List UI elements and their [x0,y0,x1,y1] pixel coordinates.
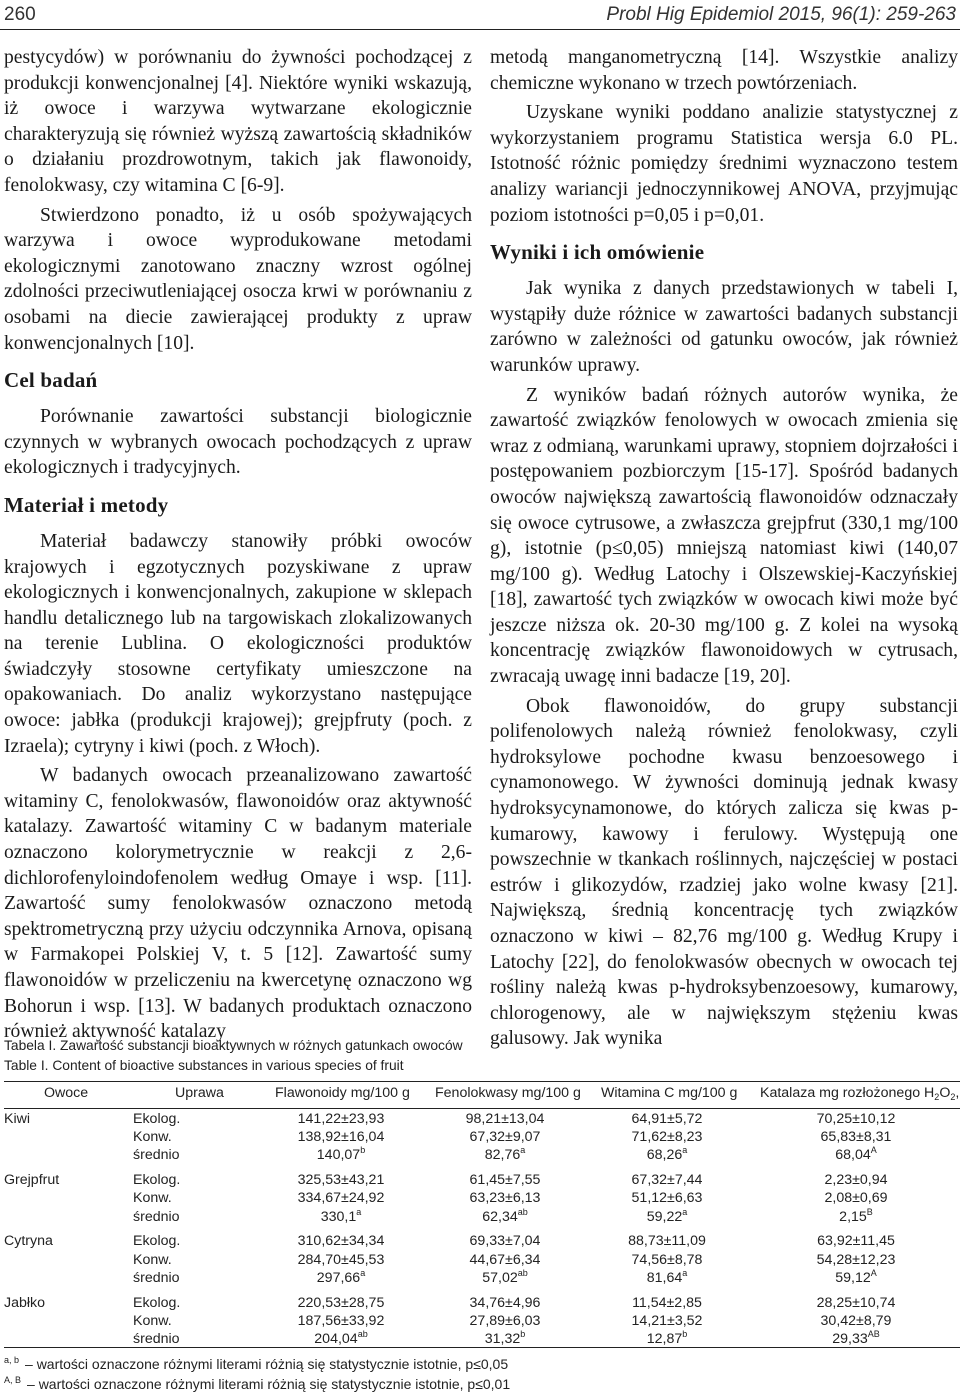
cell-witamina-c: 88,73±11,09 [628,1233,706,1250]
paragraph-metody: W badanych owocach przeanalizowano zawartość witaminy C, fenolokwasów, flawonoidów oraz aktywność katalazy. Zawartość witaminy C w badanym materiale oznaczono kolorymetrycznie w reakcji z 2,6-dichlorofenyloindofenolem według Omaye i wsp. [11]. Zawartość sumy fenolokwasów oznaczono metodą spektrometryczną przy użyciu odczynnika Arnova, opisaną w Farmakopei Polskiej V, t. 5 [12]. Zawartość sumy flawonoidów w przeliczeniu na kwercetynę oznaczono wg Bohorun i wsp. [13]. W badanych produktach oznaczono również aktywność katalazy [4,765,472,1043]
paragraph-wyniki-1: Jak wynika z danych przedstawionych w tabeli I, wystąpiły duże różnice w zawartości badanych substancji zarówno w zależności od gatunku owoców, jak również warunków uprawy. [490,278,958,376]
cell-flawonoidy: 297,66$^a$ [316,1267,366,1286]
cell-fenolokwasy: 27,89±6,03 [469,1312,541,1329]
cell-witamina-c: 59,22$^a$ [646,1206,688,1225]
table-row [4,1295,960,1313]
journal-citation: Probl Hig Epidemiol 2015, 96(1): 259-263 [606,4,956,25]
cell-flawonoidy: 310,62±34,34 [297,1233,385,1250]
left-column [4,45,472,1043]
heading-wyniki: Wyniki i ich omówienie [490,240,705,265]
significance-mark: ab [357,1329,368,1339]
table-row [4,1267,960,1288]
cell-uprawa: Ekolog. [133,1294,181,1311]
cell-fenolokwasy: 61,45±7,55 [469,1172,541,1189]
cell-flawonoidy: 334,67±24,92 [297,1190,385,1207]
cell-fenolokwasy: 63,23±6,13 [469,1190,541,1207]
cell-witamina-c: 67,32±7,44 [631,1172,703,1189]
cell-katalaza: 70,25±10,12 [816,1111,896,1127]
table-top-rule [4,1081,960,1082]
heading-cel-badan: Cel badań [4,368,98,393]
cell-fenolokwasy: 57,02$^{ab}$ [482,1267,528,1286]
footnote [4,1356,508,1372]
cell-witamina-c: 51,12±6,63 [631,1190,703,1207]
table-row [4,1147,960,1165]
cell-witamina-c: 11,54±2,85 [632,1294,702,1311]
footnote [4,1376,510,1392]
cell-katalaza: 2,23±0,94 [824,1172,888,1189]
table-row [4,1190,960,1208]
cell-fruit: Grejpfrut [4,1172,60,1189]
significance-mark: ab [517,1206,528,1217]
table-row [4,1313,960,1331]
cell-fenolokwasy: 34,76±4,96 [469,1294,541,1311]
significance-mark: A [870,1267,877,1278]
paragraph-intro-2: Stwierdzono ponadto, iż u osób spożywających warzywa i owoce wyprodukowane metodami ekologicznymi zanotowano znaczny wzrost ogólnej zdolności przeciwutleniającej osocza krwi w porównaniu z osobami na diecie zawierającej produkty z upraw konwencjonalnych [10]. [4,204,472,354]
table-header-row [4,1085,960,1107]
cell-fenolokwasy: 44,67±6,34 [469,1251,541,1268]
cell-katalaza: $59,12^A$ [835,1267,877,1286]
table-row [4,1111,960,1129]
table-caption [4,1036,463,1076]
cell-katalaza: $2,15^B$ [839,1206,873,1225]
cell-uprawa: średnio [133,1208,180,1225]
cell-uprawa: Konw. [133,1190,172,1207]
header-owoce: Owoce [44,1085,89,1101]
cell-flawonoidy: 187,56±33,92 [297,1312,385,1329]
cell-fenolokwasy: 62,34$^{ab}$ [482,1206,528,1225]
significance-mark: a [682,1145,688,1156]
significance-mark: b [520,1329,526,1339]
cell-katalaza: 63,92±11,45 [817,1233,895,1250]
cell-katalaza: $29,33^{AB}$ [832,1329,880,1347]
cell-fruit: Cytryna [4,1233,53,1250]
cell-uprawa: Ekolog. [133,1233,181,1250]
cell-fruit: Jabłko [4,1294,46,1311]
cell-fenolokwasy: 31,32$^b$ [484,1329,526,1347]
cell-uprawa: średnio [133,1147,180,1164]
table-bottom-rule [4,1347,960,1348]
significance-mark: B [866,1206,873,1217]
cell-uprawa: Ekolog. [133,1111,181,1127]
cell-uprawa: Ekolog. [133,1172,181,1189]
cell-flawonoidy: 141,22±23,93 [297,1111,385,1127]
table-row [4,1252,960,1270]
cell-fenolokwasy: 82,76$^a$ [484,1145,526,1164]
header-flawonoidy: Flawonoidy mg/100 g [275,1085,410,1101]
cell-witamina-c: 68,26$^a$ [646,1145,688,1164]
page-number: 260 [4,4,36,25]
footnote-text: – wartości oznaczone różnymi literami różnią się statystycznie istotnie, p≤0,01 [27,1376,511,1392]
table-row [4,1129,960,1147]
cell-fenolokwasy: 67,32±9,07 [469,1129,541,1146]
cell-flawonoidy: 284,70±45,53 [297,1251,385,1268]
cell-witamina-c: 12,87$^b$ [646,1329,688,1347]
cell-fenolokwasy: 69,33±7,04 [469,1233,541,1250]
paragraph-wyniki-2: Z wyników badań różnych autorów wynika, że zawartość związków fenolowych w owocach zmienia się wraz z odmianą, warunkami uprawy, stopniem dojrzałości i postępowaniem pozbiorczym [15-17]. Spośród badanych owoców największą zawartością flawonoidów odznaczały się owoce cytrusowe, a zwłaszcza grejpfrut (330,1 mg/100 g), istotnie (p≤0,05) mniejszą natomiast kiwi (140,07 mg/100 g). Według Latochy i Olszewskiej-Kaczyńskiej [18], zawartość tych związków w owocach kiwi może być jeszcze niższa ok. 20-30 mg/100 g. Z kolei na wysoką koncentrację związków flawonoidowych w cytrusach, zwracają uwagę inni badacze [19, 20]. [490,384,958,688]
cell-uprawa: Konw. [133,1251,172,1268]
cell-katalaza: 28,25±10,74 [816,1294,896,1311]
cell-witamina-c: 64,91±5,72 [631,1111,703,1127]
cell-flawonoidy: 140,07$^b$ [316,1145,366,1164]
cell-uprawa: Konw. [133,1129,172,1146]
cell-fruit: Kiwi [4,1111,31,1127]
header-uprawa: Uprawa [175,1085,224,1101]
cell-uprawa: średnio [133,1331,180,1347]
cell-katalaza: $68,04^A$ [835,1145,877,1164]
paragraph-cel: Porównanie zawartości substancji biologicznie czynnych w wybranych owocach pochodzących z upraw ekologicznych i tradycyjnych. [4,406,472,479]
cell-witamina-c: 74,56±8,78 [631,1251,703,1268]
cell-katalaza: 30,42±8,79 [820,1312,892,1329]
table-row [4,1172,960,1190]
significance-mark: AB [867,1329,880,1339]
paragraph-metody-cont: metodą manganometryczną [14]. Wszystkie analizy chemiczne wykonano w trzech powtórzeniach. [490,47,958,94]
footnote-mark: a, b [4,1355,20,1365]
footnote-text: – wartości oznaczone różnymi literami różnią się statystycznie istotnie, p≤0,05 [25,1356,509,1372]
footnote-mark: A, B [4,1375,22,1385]
table-row [4,1206,960,1227]
paragraph-statystyka: Uzyskane wyniki poddano analizie statystycznej z wykorzystaniem programu Statistica wersja 6.0 PL. Istotność różnic pomiędzy średnimi wyznaczono testem analizy wariancji jednoczynnikowej ANOVA, przyjmując poziom istotności p=0,05 i p=0,01. [490,102,958,226]
paragraph-intro-1: pestycydów) w porównaniu do żywności pochodzącej z produkcji konwencjonalnej [4]. Niektóre wyniki wskazują, iż owoce i warzywa wytwarzane ekologicznie charakteryzują się również wyższą zawartością składników o działaniu prozdrowotnym, takich jak flawonoidy, fenolokwasy, czy witamina C [6-9]. [4,47,472,196]
cell-katalaza: 2,08±0,69 [824,1190,888,1207]
cell-flawonoidy: 325,53±43,21 [297,1172,385,1189]
significance-mark: ab [517,1267,528,1278]
cell-witamina-c: 81,64$^a$ [646,1267,688,1286]
cell-witamina-c: 14,21±3,52 [631,1312,703,1329]
significance-mark: a [682,1267,688,1278]
cell-katalaza: 65,83±8,31 [820,1129,892,1146]
cell-uprawa: średnio [133,1269,180,1286]
cell-flawonoidy: 138,92±16,04 [297,1129,385,1146]
cell-witamina-c: 71,62±8,23 [631,1129,703,1146]
cell-uprawa: Konw. [133,1312,172,1329]
cell-flawonoidy: 220,53±28,75 [297,1294,385,1311]
paragraph-material: Materiał badawczy stanowiły próbki owoców krajowych i egzotycznych pozyskiwane z upraw ekologicznych i konwencjonalnych, zakupione w sklepach handlu detalicznego lub na targowiskach zlokalizowanych na terenie Lublina. O ekologiczności produktów świadczyły stosowne certyfikaty umieszczone na opakowaniach. Do analiz wykorzystano następujące owoce: jabłka (produkcji krajowej); grejpfruty (poch. z Izraela); cytryny i kiwi (poch. z Włoch). [4,530,472,757]
page-header [0,0,960,30]
significance-mark: a [520,1145,526,1156]
paragraph-wyniki-3: Obok flawonoidów, do grupy substancji polifenolowych należą również fenolokwasy, czyli hydroksylowe pochodne kwasu benzoesowego i cynamonowego. W żywności dominują jednak kwasy hydroksycynamonowe, do których zalicza się kwas p-kumarowy, kawowy i ferulowy. Występują one powszechnie w tkankach roślinnych, najczęściej w postaci estrów i glikozydów, rzadziej jako wolne kwasy [21]. Największą, średnią koncentrację tych związków oznaczono w kiwi – 82,76 mg/100 g. Według Krupy i Latochy [22], do fenolokwasów obecnych w owocach tej rośliny należą kwas p-hydroksybenzoesowy, kumarowy, chlorogenowy, ale w największym stężeniu kwas galusowy. Jak wynika [490,695,958,1050]
heading-material-metody: Materiał i metody [4,492,169,517]
header-katalaza: Katalaza mg rozłożonego $H_2O_2$, [760,1085,960,1102]
header-witamina-c: Witamina C mg/100 g [601,1085,738,1101]
header-fenolokwasy: Fenolokwasy mg/100 g [435,1085,581,1101]
significance-mark: a [360,1267,366,1278]
cell-fenolokwasy: 98,21±13,04 [465,1111,545,1127]
significance-mark: a [356,1206,362,1217]
significance-mark: A [870,1145,877,1156]
cell-katalaza: 54,28±12,23 [816,1251,896,1268]
table-caption-pl: Tabela I. Zawartość substancji bioaktywnych w różnych gatunkach owoców [4,1038,463,1053]
cell-flawonoidy: 204,04$^{ab}$ [314,1329,368,1347]
significance-mark: b [682,1329,688,1339]
right-column [490,45,958,1050]
significance-mark: a [682,1206,688,1217]
table-caption-en: Table I. Content of bioactive substances in various species of fruit [4,1058,404,1073]
cell-flawonoidy: 330,1$^a$ [320,1206,362,1225]
table-row [4,1233,960,1251]
significance-mark: b [360,1145,366,1156]
table-header-rule [4,1108,960,1109]
